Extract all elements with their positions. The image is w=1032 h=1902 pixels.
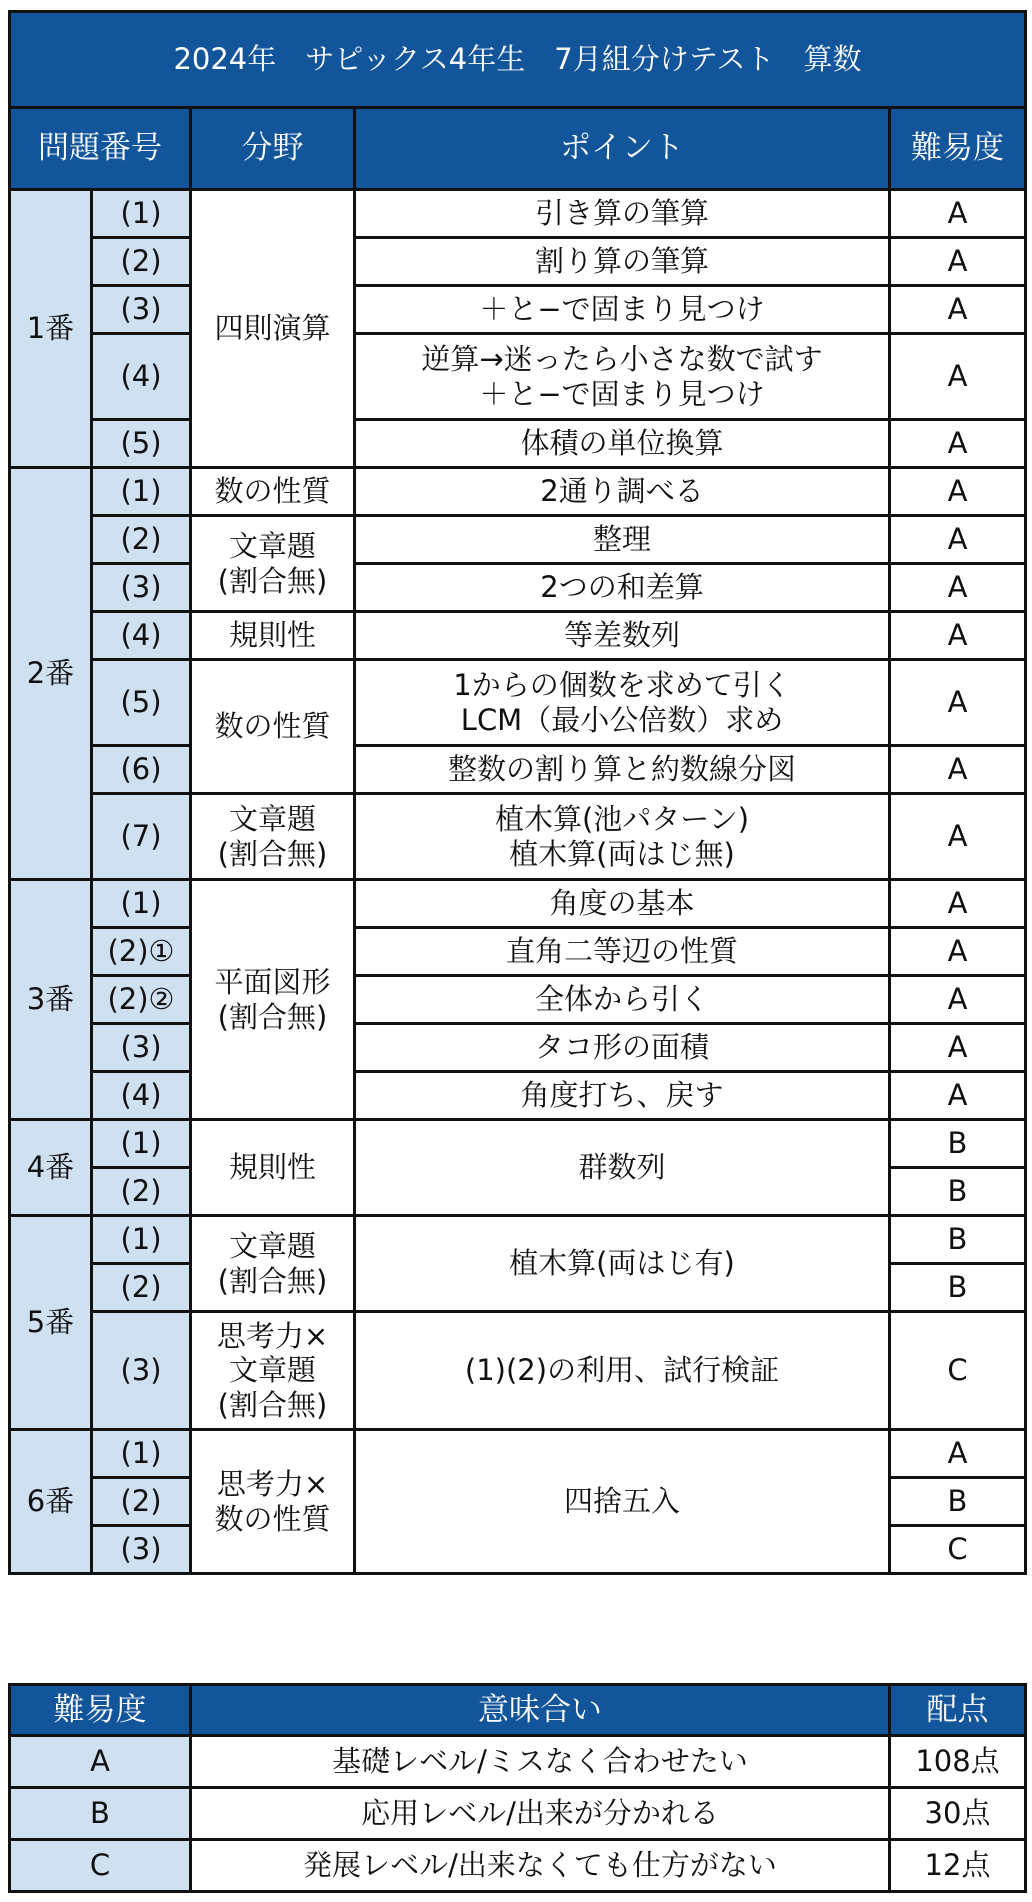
legend-score: 30点 xyxy=(890,1788,1026,1840)
legend-header-meaning: 意味合い xyxy=(191,1685,890,1736)
difficulty-cell: A xyxy=(890,928,1026,976)
legend-row xyxy=(10,1840,1026,1892)
difficulty-cell: A xyxy=(890,238,1026,286)
difficulty-cell: B xyxy=(890,1168,1026,1216)
difficulty-cell: B xyxy=(890,1120,1026,1168)
difficulty-legend-table xyxy=(8,1683,1027,1893)
sub-problem-number: (2) xyxy=(92,1168,191,1216)
table-row xyxy=(10,516,1026,564)
point-cell xyxy=(355,564,890,612)
point-cell xyxy=(355,794,890,880)
point-line: 四捨五入 xyxy=(563,1484,680,1519)
sub-problem-number: (4) xyxy=(92,1072,191,1120)
difficulty-cell: A xyxy=(890,794,1026,880)
point-line: 直角二等辺の性質 xyxy=(505,934,738,969)
field-cell xyxy=(191,1430,355,1574)
field-line: 文章題 xyxy=(228,802,316,837)
field-cell xyxy=(191,660,355,794)
table-row xyxy=(10,420,1026,468)
point-line: 2つの和差算 xyxy=(540,570,704,605)
problem-group-label: 4番 xyxy=(10,1120,92,1216)
difficulty-cell: A xyxy=(890,1024,1026,1072)
point-cell xyxy=(355,1120,890,1216)
field-line: 数の性質 xyxy=(214,474,331,509)
point-line: ＋と−で固まり見つけ xyxy=(479,292,765,327)
sub-problem-number: (5) xyxy=(92,660,191,746)
table-row xyxy=(10,880,1026,928)
field-line: 数の性質 xyxy=(214,1501,331,1536)
field-line: (割合無) xyxy=(217,999,328,1034)
difficulty-cell: A xyxy=(890,420,1026,468)
point-cell xyxy=(355,190,890,238)
point-line: 角度打ち、戻す xyxy=(520,1078,724,1113)
difficulty-cell: C xyxy=(890,1312,1026,1430)
field-cell xyxy=(191,1216,355,1312)
sub-problem-number: (3) xyxy=(92,286,191,334)
sub-problem-number: (3) xyxy=(92,1024,191,1072)
table-row xyxy=(10,1312,1026,1430)
field-line: (割合無) xyxy=(217,563,328,598)
point-line: 植木算(両はじ無) xyxy=(509,836,735,871)
point-cell xyxy=(355,976,890,1024)
legend-row xyxy=(10,1736,1026,1788)
header-problem: 問題番号 xyxy=(10,108,191,190)
field-line: (割合無) xyxy=(217,836,328,871)
table-row xyxy=(10,286,1026,334)
header-field: 分野 xyxy=(191,108,355,190)
point-line: LCM（最小公倍数）求め xyxy=(460,702,784,737)
table-row xyxy=(10,190,1026,238)
sub-problem-number: (6) xyxy=(92,746,191,794)
sub-problem-number: (2)② xyxy=(92,976,191,1024)
table-row xyxy=(10,612,1026,660)
sub-problem-number: (1) xyxy=(92,880,191,928)
field-cell xyxy=(191,190,355,468)
sub-problem-number: (2) xyxy=(92,1264,191,1312)
sub-problem-number: (2) xyxy=(92,516,191,564)
point-cell xyxy=(355,1216,890,1312)
problem-group-label: 2番 xyxy=(10,468,92,880)
difficulty-cell: A xyxy=(890,1430,1026,1478)
sub-problem-number: (2) xyxy=(92,238,191,286)
point-cell xyxy=(355,612,890,660)
legend-header-difficulty: 難易度 xyxy=(10,1685,191,1736)
field-line: 規則性 xyxy=(228,1150,316,1185)
sub-problem-number: (2)① xyxy=(92,928,191,976)
point-line: タコ形の面積 xyxy=(534,1030,709,1065)
sub-problem-number: (1) xyxy=(92,468,191,516)
sub-problem-number: (4) xyxy=(92,334,191,420)
table-row xyxy=(10,1430,1026,1478)
table-row xyxy=(10,1024,1026,1072)
difficulty-cell: B xyxy=(890,1478,1026,1526)
point-cell xyxy=(355,468,890,516)
field-line: 数の性質 xyxy=(214,709,331,744)
field-line: (割合無) xyxy=(217,1263,328,1298)
point-cell xyxy=(355,420,890,468)
point-line: 1からの個数を求めて引く xyxy=(453,668,791,703)
point-line: 体積の単位換算 xyxy=(520,426,724,461)
problem-group-label: 6番 xyxy=(10,1430,92,1574)
table-row xyxy=(10,564,1026,612)
point-line: 群数列 xyxy=(578,1150,666,1185)
point-cell xyxy=(355,880,890,928)
field-line: 四則演算 xyxy=(214,311,331,346)
point-line: 逆算→迷ったら小さな数で試す xyxy=(421,342,823,377)
problem-group-label: 3番 xyxy=(10,880,92,1120)
field-cell xyxy=(191,612,355,660)
problem-group-label: 1番 xyxy=(10,190,92,468)
point-line: ＋と−で固まり見つけ xyxy=(479,376,765,411)
point-line: 全体から引く xyxy=(534,982,709,1017)
point-cell xyxy=(355,660,890,746)
point-line: (1)(2)の利用、試行検証 xyxy=(464,1353,780,1388)
point-cell xyxy=(355,1430,890,1574)
legend-meaning: 基礎レベル/ミスなく合わせたい xyxy=(191,1736,890,1788)
table-row xyxy=(10,976,1026,1024)
header-difficulty: 難易度 xyxy=(890,108,1026,190)
difficulty-cell: A xyxy=(890,612,1026,660)
table-row xyxy=(10,1072,1026,1120)
difficulty-cell: A xyxy=(890,1072,1026,1120)
sub-problem-number: (1) xyxy=(92,1216,191,1264)
table-row xyxy=(10,1120,1026,1168)
field-cell xyxy=(191,516,355,612)
point-line: 引き算の筆算 xyxy=(534,196,709,231)
legend-score: 108点 xyxy=(890,1736,1026,1788)
difficulty-cell: A xyxy=(890,746,1026,794)
point-line: 等差数列 xyxy=(563,618,680,653)
sub-problem-number: (1) xyxy=(92,1430,191,1478)
point-cell xyxy=(355,1024,890,1072)
field-cell xyxy=(191,468,355,516)
legend-meaning: 発展レベル/出来なくても仕方がない xyxy=(191,1840,890,1892)
point-cell xyxy=(355,746,890,794)
difficulty-cell: A xyxy=(890,880,1026,928)
point-line: 植木算(池パターン) xyxy=(494,802,750,837)
difficulty-cell: A xyxy=(890,334,1026,420)
point-cell xyxy=(355,928,890,976)
difficulty-cell: A xyxy=(890,516,1026,564)
difficulty-cell: A xyxy=(890,976,1026,1024)
field-line: 思考力× xyxy=(216,1319,329,1354)
legend-header-score: 配点 xyxy=(890,1685,1026,1736)
legend-level: A xyxy=(10,1736,191,1788)
point-line: 角度の基本 xyxy=(549,886,695,921)
field-cell xyxy=(191,1312,355,1430)
point-line: 割り算の筆算 xyxy=(534,244,709,279)
point-line: 2通り調べる xyxy=(540,474,704,509)
point-cell xyxy=(355,238,890,286)
table-row xyxy=(10,660,1026,746)
table-row xyxy=(10,794,1026,880)
field-line: 平面図形 xyxy=(214,965,331,1000)
field-cell xyxy=(191,1120,355,1216)
sub-problem-number: (4) xyxy=(92,612,191,660)
sub-problem-number: (7) xyxy=(92,794,191,880)
legend-level: C xyxy=(10,1840,191,1892)
point-line: 整数の割り算と約数線分図 xyxy=(447,752,796,787)
field-line: (割合無) xyxy=(217,1387,328,1422)
field-line: 文章題 xyxy=(228,1229,316,1264)
table-row xyxy=(10,1216,1026,1264)
legend-score: 12点 xyxy=(890,1840,1026,1892)
table-row xyxy=(10,468,1026,516)
field-line: 文章題 xyxy=(228,1353,316,1388)
difficulty-cell: A xyxy=(890,660,1026,746)
field-cell xyxy=(191,880,355,1120)
sub-problem-number: (3) xyxy=(92,564,191,612)
point-cell xyxy=(355,286,890,334)
legend-row xyxy=(10,1788,1026,1840)
table-row xyxy=(10,746,1026,794)
difficulty-cell: B xyxy=(890,1264,1026,1312)
difficulty-cell: A xyxy=(890,468,1026,516)
sub-problem-number: (1) xyxy=(92,190,191,238)
legend-level: B xyxy=(10,1788,191,1840)
field-cell xyxy=(191,794,355,880)
problem-group-label: 5番 xyxy=(10,1216,92,1430)
point-cell xyxy=(355,334,890,420)
table-row xyxy=(10,334,1026,420)
sub-problem-number: (3) xyxy=(92,1312,191,1430)
sub-problem-number: (2) xyxy=(92,1478,191,1526)
point-cell xyxy=(355,1312,890,1430)
field-line: 文章題 xyxy=(228,529,316,564)
field-line: 思考力× xyxy=(216,1467,329,1502)
table-row xyxy=(10,238,1026,286)
point-line: 植木算(両はじ有) xyxy=(509,1246,735,1281)
difficulty-cell: C xyxy=(890,1526,1026,1574)
table-title: 2024年 サピックス4年生 7月組分けテスト 算数 xyxy=(10,12,1026,108)
table-row xyxy=(10,928,1026,976)
sub-problem-number: (3) xyxy=(92,1526,191,1574)
legend-meaning: 応用レベル/出来が分かれる xyxy=(191,1788,890,1840)
difficulty-cell: B xyxy=(890,1216,1026,1264)
field-line: 規則性 xyxy=(228,618,316,653)
point-cell xyxy=(355,516,890,564)
test-analysis-table xyxy=(8,10,1027,1575)
sub-problem-number: (1) xyxy=(92,1120,191,1168)
sub-problem-number: (5) xyxy=(92,420,191,468)
header-point: ポイント xyxy=(355,108,890,190)
point-line: 整理 xyxy=(592,522,651,557)
difficulty-cell: A xyxy=(890,564,1026,612)
difficulty-cell: A xyxy=(890,190,1026,238)
point-cell xyxy=(355,1072,890,1120)
difficulty-cell: A xyxy=(890,286,1026,334)
